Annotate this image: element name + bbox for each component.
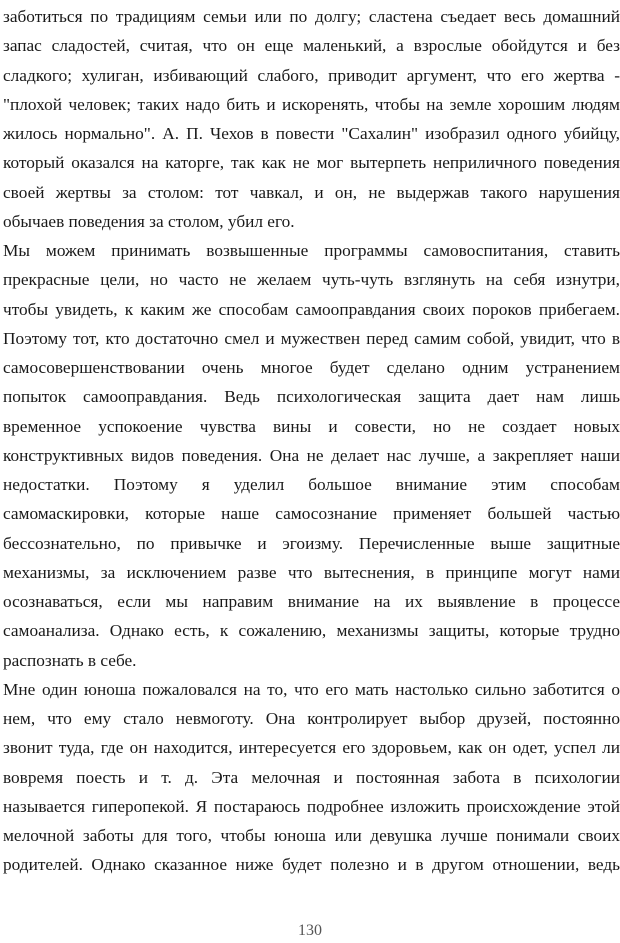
text-line: попыток самооправдания. Ведь психологическая защита дает нам лишь xyxy=(3,387,620,407)
text-line: недостатки. Поэтому я уделил большое внимание этим способам xyxy=(3,475,620,494)
text-line: запас сладостей, считая, что он еще маленький, а взрослые обойдутся и без xyxy=(3,36,620,56)
text-line: Мы можем принимать возвышенные программы самовоспитания, ставить xyxy=(3,241,620,260)
text-line: мелочной заботы для того, чтобы юноша или девушка лучше понимали своих xyxy=(3,826,620,845)
text-line: сладкого; хулиган, избивающий слабого, приводит аргумент, что его жертва - xyxy=(3,65,620,85)
text-line: механизмы, за исключением разве что вытеснения, в принципе могут нами xyxy=(3,562,620,582)
paragraph-end-line: обычаев поведения за столом, убил его. xyxy=(3,211,295,231)
text-line: самоанализа. Однако есть, к сожалению, механизмы защиты, которые трудно xyxy=(3,621,620,641)
text-line: осознаваться, если мы направим внимание на их выявление в процессе xyxy=(3,592,620,611)
text-line: временное успокоение чувства вины и совести, но не создает новых xyxy=(3,416,620,436)
text-line: звонит туда, где он находится, интересуется его здоровьем, как он одет, успел ли xyxy=(3,738,620,758)
text-line: жилось нормально". А. П. Чехов в повести "Сахалин" изобразил одного убийцу, xyxy=(3,124,620,143)
text-line: называется гиперопекой. Я постараюсь подробнее изложить происхождение этой xyxy=(3,796,620,816)
text-line: заботиться по традициям семьи или по долгу; сластена съедает весь домашний xyxy=(3,7,620,26)
paragraph-end-line: распознать в себе. xyxy=(3,650,137,670)
text-line: "плохой человек; таких надо бить и искоренять, чтобы на земле хорошим людям xyxy=(3,94,620,114)
text-line: который оказался на каторге, так как не мог вытерпеть неприличного поведения xyxy=(3,153,620,173)
page-number: 130 xyxy=(298,922,322,939)
text-line: Мне один юноша пожаловался на то, что его мать настолько сильно заботится о xyxy=(3,679,620,699)
body-text xyxy=(3,2,620,880)
text-line: бессознательно, по привычке и эгоизму. Перечисленные выше защитные xyxy=(3,533,620,553)
text-line: Поэтому тот, кто достаточно смел и мужествен перед самим собой, увидит, что в xyxy=(3,328,620,348)
text-line: своей жертвы за столом: тот чавкал, и он, не выдержав такого нарушения xyxy=(3,182,620,202)
text-line: нем, что ему стало невмоготу. Она контролирует выбор друзей, постоянно xyxy=(3,709,620,728)
text-line: самосовершенствовании очень многое будет сделано одним устранением xyxy=(3,358,620,377)
text-line: прекрасные цели, но часто не желаем чуть-чуть взглянуть на себя изнутри, xyxy=(3,270,620,290)
text-line: чтобы увидеть, к каким же способам самооправдания своих пороков прибегаем. xyxy=(3,299,620,319)
text-line: самомаскировки, которые наше самосознание применяет большей частью xyxy=(3,504,620,524)
text-line: конструктивных видов поведения. Она не делает нас лучше, а закрепляет наши xyxy=(3,445,620,465)
text-line: родителей. Однако сказанное ниже будет полезно и в другом отношении, ведь xyxy=(3,855,620,875)
text-line: вовремя поесть и т. д. Эта мелочная и постоянная забота в психологии xyxy=(3,767,620,787)
